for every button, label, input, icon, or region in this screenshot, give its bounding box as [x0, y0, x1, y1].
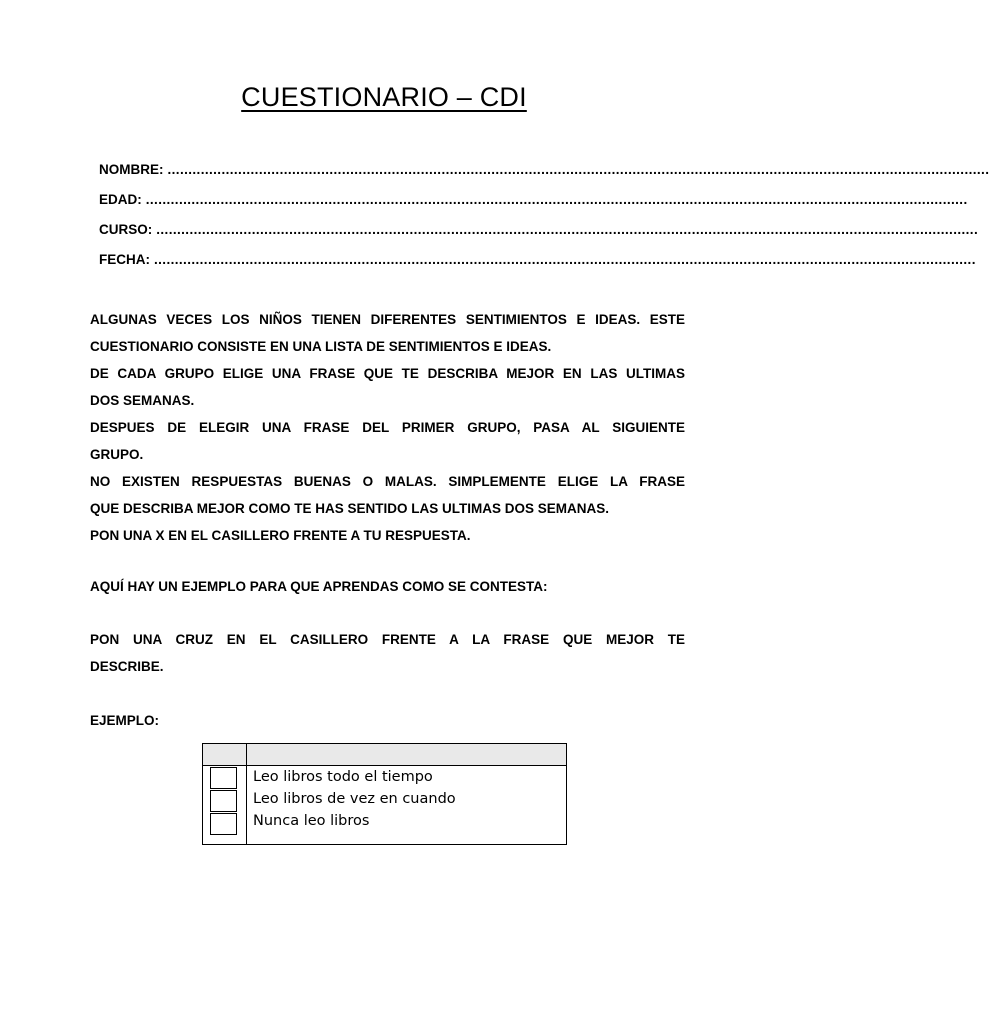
grade-label: CURSO: — [99, 222, 153, 237]
example-option: Nunca leo libros — [253, 813, 370, 829]
checkbox-column — [203, 766, 247, 845]
header-cell-options — [247, 744, 567, 766]
intro-line: DE CADA GRUPO ELIGE UNA FRASE QUE TE DESCRIBA MEJOR EN LAS ULTIMAS — [90, 366, 685, 381]
example-table — [202, 743, 567, 845]
instructions-paragraph — [90, 306, 685, 549]
name-dotted-line: ...................................................................................................................................................................................................... — [167, 162, 989, 177]
options-column — [247, 766, 567, 845]
age-dotted-line: ...................................................................................................................................................................................................... — [145, 192, 968, 207]
answer-checkbox[interactable] — [210, 813, 237, 835]
date-dotted-line: ...................................................................................................................................................................................................... — [154, 252, 976, 267]
answer-checkbox[interactable] — [210, 790, 237, 812]
intro-line: NO EXISTEN RESPUESTAS BUENAS O MALAS. SIMPLEMENTE ELIGE LA FRASE — [90, 474, 685, 489]
intro-line: DOS SEMANAS. — [90, 393, 195, 408]
example-intro-text: AQUÍ HAY UN EJEMPLO PARA QUE APRENDAS COMO SE CONTESTA: — [90, 579, 548, 594]
example-table-header — [203, 744, 567, 766]
name-field[interactable] — [99, 162, 989, 192]
example-option: Leo libros todo el tiempo — [253, 769, 433, 785]
age-label: EDAD: — [99, 192, 142, 207]
date-field[interactable] — [99, 252, 976, 282]
header-cell-checkbox — [203, 744, 247, 766]
intro-line: CUESTIONARIO CONSISTE EN UNA LISTA DE SENTIMIENTOS E IDEAS. — [90, 339, 552, 354]
answer-checkbox[interactable] — [210, 767, 237, 789]
intro-line: GRUPO. — [90, 447, 144, 462]
example-option: Leo libros de vez en cuando — [253, 791, 456, 807]
example-intro — [90, 573, 685, 600]
intro-line: PON UNA X EN EL CASILLERO FRENTE A TU RESPUESTA. — [90, 528, 471, 543]
example-heading — [90, 707, 685, 734]
grade-dotted-line: ...................................................................................................................................................................................................... — [156, 222, 979, 237]
page-title: CUESTIONARIO – CDI — [241, 82, 527, 112]
intro-line: ALGUNAS VECES LOS NIÑOS TIENEN DIFERENTES SENTIMIENTOS E IDEAS. ESTE — [90, 312, 685, 327]
instruction-line: PON UNA CRUZ EN EL CASILLERO FRENTE A LA FRASE QUE MEJOR TE — [90, 632, 685, 647]
intro-line: QUE DESCRIBA MEJOR COMO TE HAS SENTIDO LAS ULTIMAS DOS SEMANAS. — [90, 501, 610, 516]
example-table-body — [203, 766, 567, 845]
student-info-fields — [99, 162, 989, 282]
cross-instruction — [90, 626, 685, 680]
intro-line: DESPUES DE ELEGIR UNA FRASE DEL PRIMER GRUPO, PASA AL SIGUIENTE — [90, 420, 685, 435]
example-label: EJEMPLO: — [90, 713, 160, 728]
instruction-line: DESCRIBE. — [90, 659, 164, 674]
grade-field[interactable] — [99, 222, 979, 252]
date-label: FECHA: — [99, 252, 150, 267]
age-field[interactable] — [99, 192, 968, 222]
name-label: NOMBRE: — [99, 162, 164, 177]
